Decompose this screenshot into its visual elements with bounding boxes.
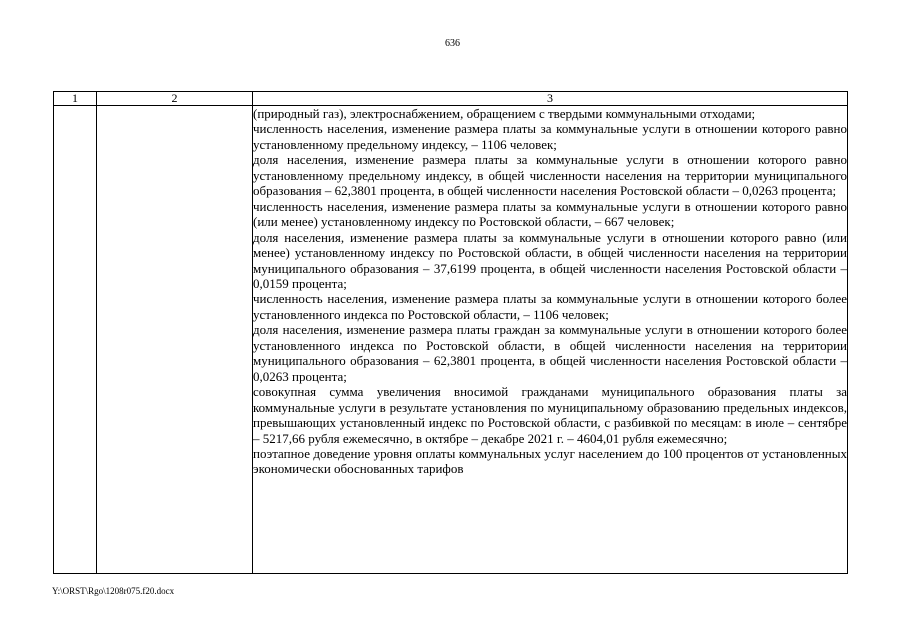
paragraph-total-increase-sum: совокупная сумма увеличения вносимой гражданами муниципального образования платы за коммунальные услуги в результате установления по муниципальному образованию предельных индексов, превышающих установленный индекс по Ростовской области, с разбивкой по месяцам: в июле – сентябре – 5217,66 рубля ежемесячно, в октябре – декабре 2021 г. – 4604,01 рубля ежемесячно; [253,384,847,446]
column-header-3: 3 [253,92,848,106]
paragraph-population-equal-limit: численность населения, изменение размера платы за коммунальные услуги в отношении которого равно установленному предельному индексу, – 1106 человек; [253,121,847,152]
paragraph-population-above-regional: численность населения, изменение размера платы за коммунальные услуги в отношении которого более установленного индекса по Ростовской области, – 1106 человек; [253,291,847,322]
table-cell-col3 [253,106,848,574]
column-header-2: 2 [97,92,253,106]
paragraph-share-equal-or-less-regional: доля населения, изменение размера платы за коммунальные услуги в отношении которого равно (или менее) установленному индексу по Ростовской области, в общей численности населения на территории муниципального образования – 37,6199 процента, в общей численности населения Ростовской области – 0,0159 процента; [253,229,847,291]
paragraph-share-equal-limit: доля населения, изменение размера платы за коммунальные услуги в отношении которого равно установленному предельному индексу, в общей численности населения на территории муниципального образования – 62,3801 процента, в общей численности населения Ростовской области – 0,0263 процента; [253,152,847,199]
document-table [53,91,848,574]
page-number: 636 [445,38,460,49]
table-row [54,106,848,574]
paragraph-gas-electricity-waste: (природный газ), электроснабжением, обращением с твердыми коммунальными отходами; [253,106,756,121]
table-cell-col2 [97,106,253,574]
column-header-1: 1 [54,92,97,106]
paragraph-population-equal-or-less-regional: численность населения, изменение размера платы за коммунальные услуги в отношении которого равно (или менее) установленному индексу по Ростовской области, – 667 человек; [253,198,847,230]
paragraph-gradual-payment-increase: поэтапное доведение уровня оплаты коммунальных услуг населением до 100 процентов от установленных экономически обоснованных тарифов [253,445,847,477]
table-header-row [54,92,848,106]
table-cell-col1 [54,106,97,574]
footer-file-path: Y:\ORST\Rgo\1208r075.f20.docx [52,586,175,596]
paragraph-share-above-regional: доля населения, изменение размера платы граждан за коммунальные услуги в отношении которого более установленного индекса по Ростовской области, в общей численности населения на территории муниципального образования – 62,3801 процента, в общей численности населения Ростовской области – 0,0263 процента; [253,322,847,384]
